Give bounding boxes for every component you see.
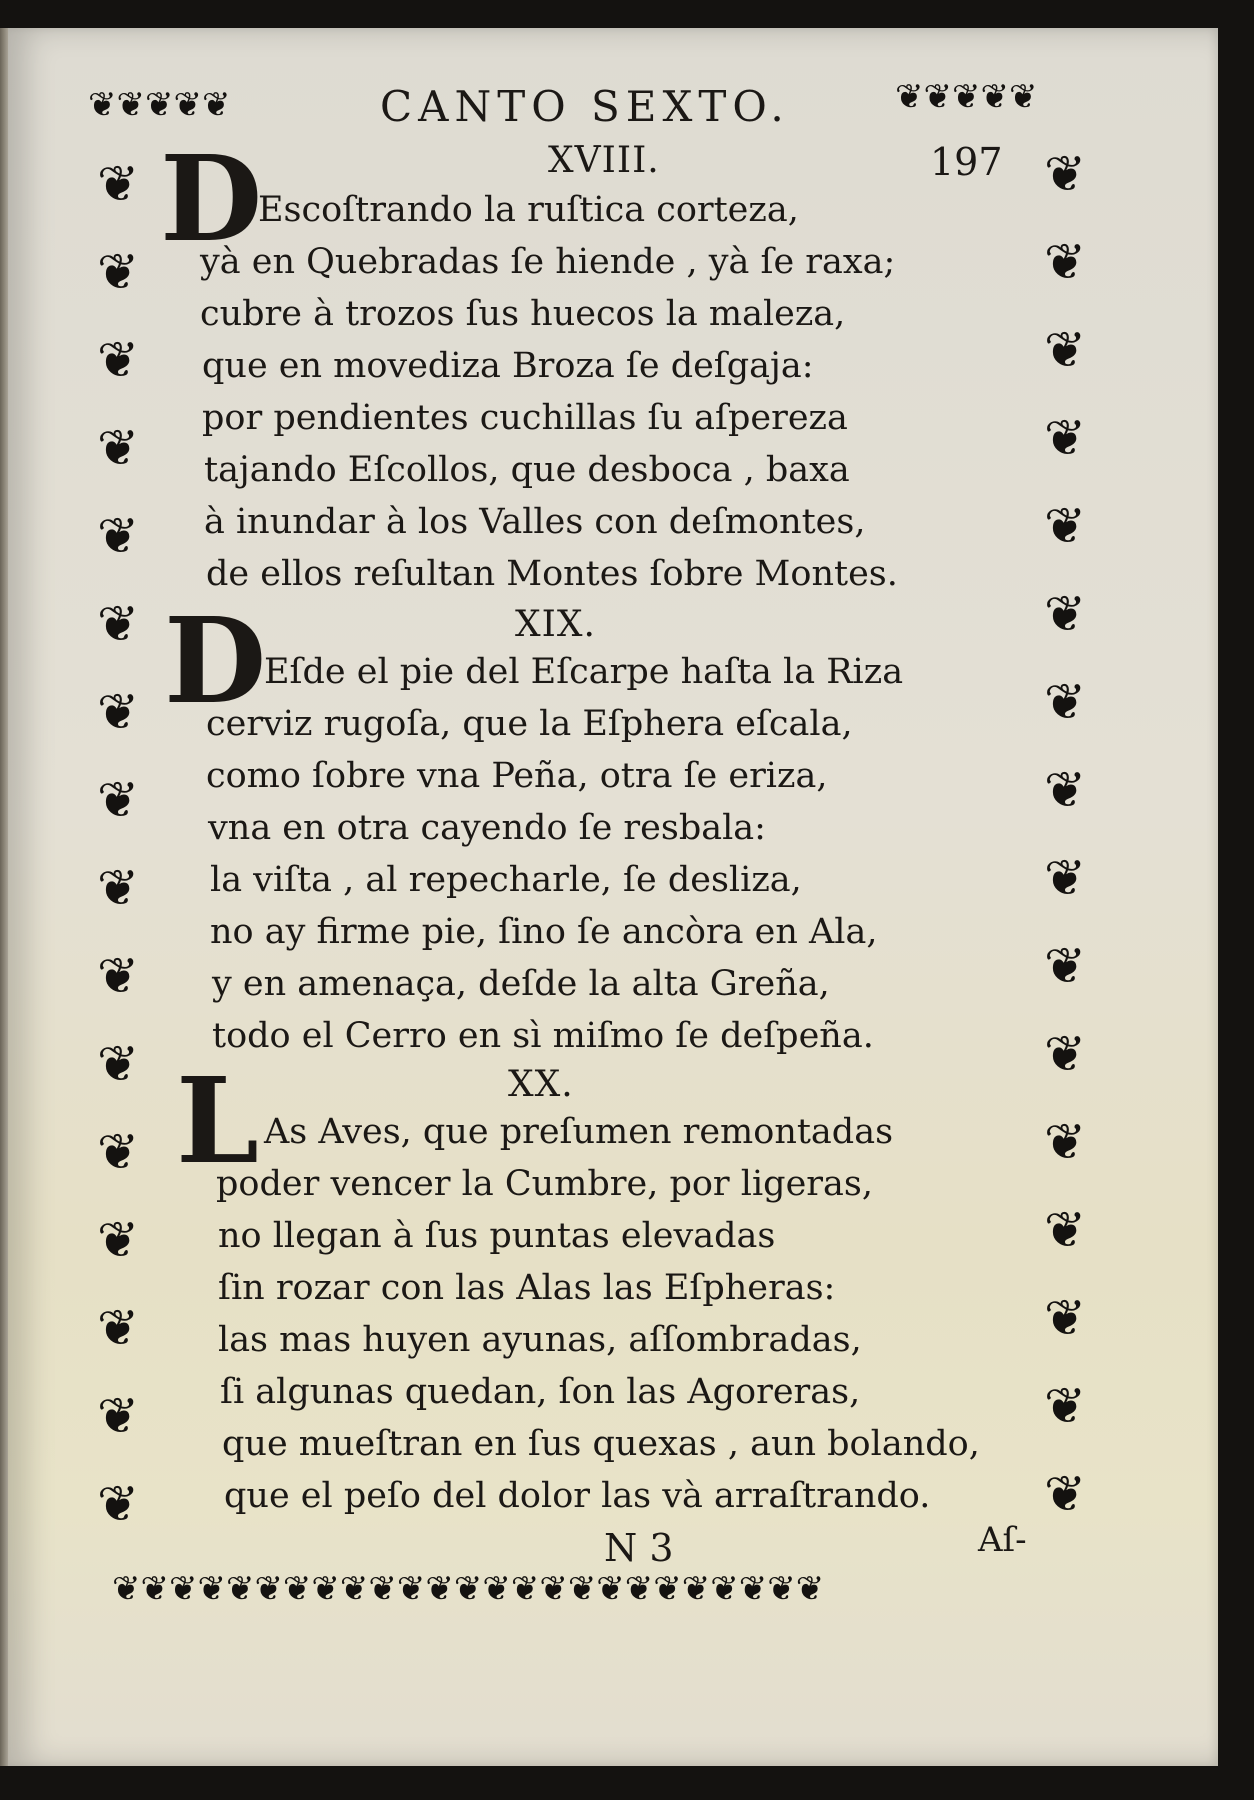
verse-line: ſi algunas quedan, ſon las Agoreras,: [220, 1372, 861, 1412]
ornament-border-top-right: ❦❦❦❦❦: [895, 77, 1038, 117]
drop-cap-initial: L: [176, 1051, 259, 1190]
ornament-border-bottom: ❦❦❦❦❦❦❦❦❦❦❦❦❦❦❦❦❦❦❦❦❦❦❦❦❦: [112, 1569, 825, 1609]
stanza-number: XVIII.: [548, 140, 660, 181]
verse-line: tajando Eſcollos, que desboca , baxa: [204, 450, 850, 490]
verse-line: no ay firme pie, ſino ſe ancòra en Ala,: [210, 912, 878, 952]
verse-line: que mueſtran en ſus quexas , aun bolando,: [222, 1424, 980, 1464]
verse-line: la viſta , al repecharle, ſe desliza,: [210, 860, 802, 900]
verse-line: poder vencer la Cumbre, por ligeras,: [216, 1164, 873, 1204]
ornament-border-right: ❦ ❦ ❦ ❦ ❦ ❦ ❦ ❦ ❦ ❦ ❦ ❦ ❦ ❦ ❦ ❦: [1044, 145, 1086, 1523]
verse-line: As Aves, que preſumen remontadas: [264, 1112, 894, 1152]
running-head: CANTO SEXTO.: [380, 82, 790, 131]
ornament-border-left: ❦ ❦ ❦ ❦ ❦ ❦ ❦ ❦ ❦ ❦ ❦ ❦ ❦ ❦ ❦ ❦: [97, 155, 139, 1533]
page-number: 197: [930, 140, 1003, 184]
verse-line: por pendientes cuchillas ſu aſpereza: [202, 398, 848, 438]
verse-line: que en movediza Broza ſe deſgaja:: [202, 346, 814, 386]
signature-mark: N 3: [604, 1526, 674, 1570]
verse-line: vna en otra cayendo ſe resbala:: [208, 808, 766, 848]
verse-line: à inundar à los Valles con deſmontes,: [204, 502, 866, 542]
verse-line: las mas huyen ayunas, aſſombradas,: [218, 1320, 862, 1360]
verse-line: de ellos reſultan Montes ſobre Montes.: [206, 554, 898, 594]
verse-line: cerviz rugoſa, que la Eſphera eſcala,: [206, 704, 853, 744]
verse-line: todo el Cerro en sì miſmo ſe deſpeña.: [212, 1016, 874, 1056]
drop-cap-initial: D: [164, 591, 267, 730]
ornament-border-top-left: ❦❦❦❦❦: [88, 85, 231, 125]
verse-line: y en amenaça, deſde la alta Greña,: [212, 964, 830, 1004]
stanza-number: XIX.: [515, 604, 596, 645]
verse-line: ſin rozar con las Alas las Eſpheras:: [218, 1268, 836, 1308]
verse-line: Escoſtrando la ruſtica corteza,: [258, 190, 799, 230]
verse-line: yà en Quebradas ſe hiende , yà ſe raxa;: [200, 242, 896, 282]
verse-line: cubre à trozos ſus huecos la maleza,: [200, 294, 846, 334]
verse-line: Eſde el pie del Eſcarpe haſta la Riza: [264, 652, 904, 692]
verse-line: como ſobre vna Peña, otra ſe eriza,: [206, 756, 828, 796]
verse-line: no llegan à ſus puntas elevadas: [218, 1216, 776, 1256]
verse-line: que el peſo del dolor las và arraſtrando.: [224, 1476, 931, 1516]
drop-cap-initial: D: [160, 129, 263, 268]
stanza-number: XX.: [508, 1064, 574, 1105]
catchword: Aſ-: [978, 1520, 1027, 1560]
